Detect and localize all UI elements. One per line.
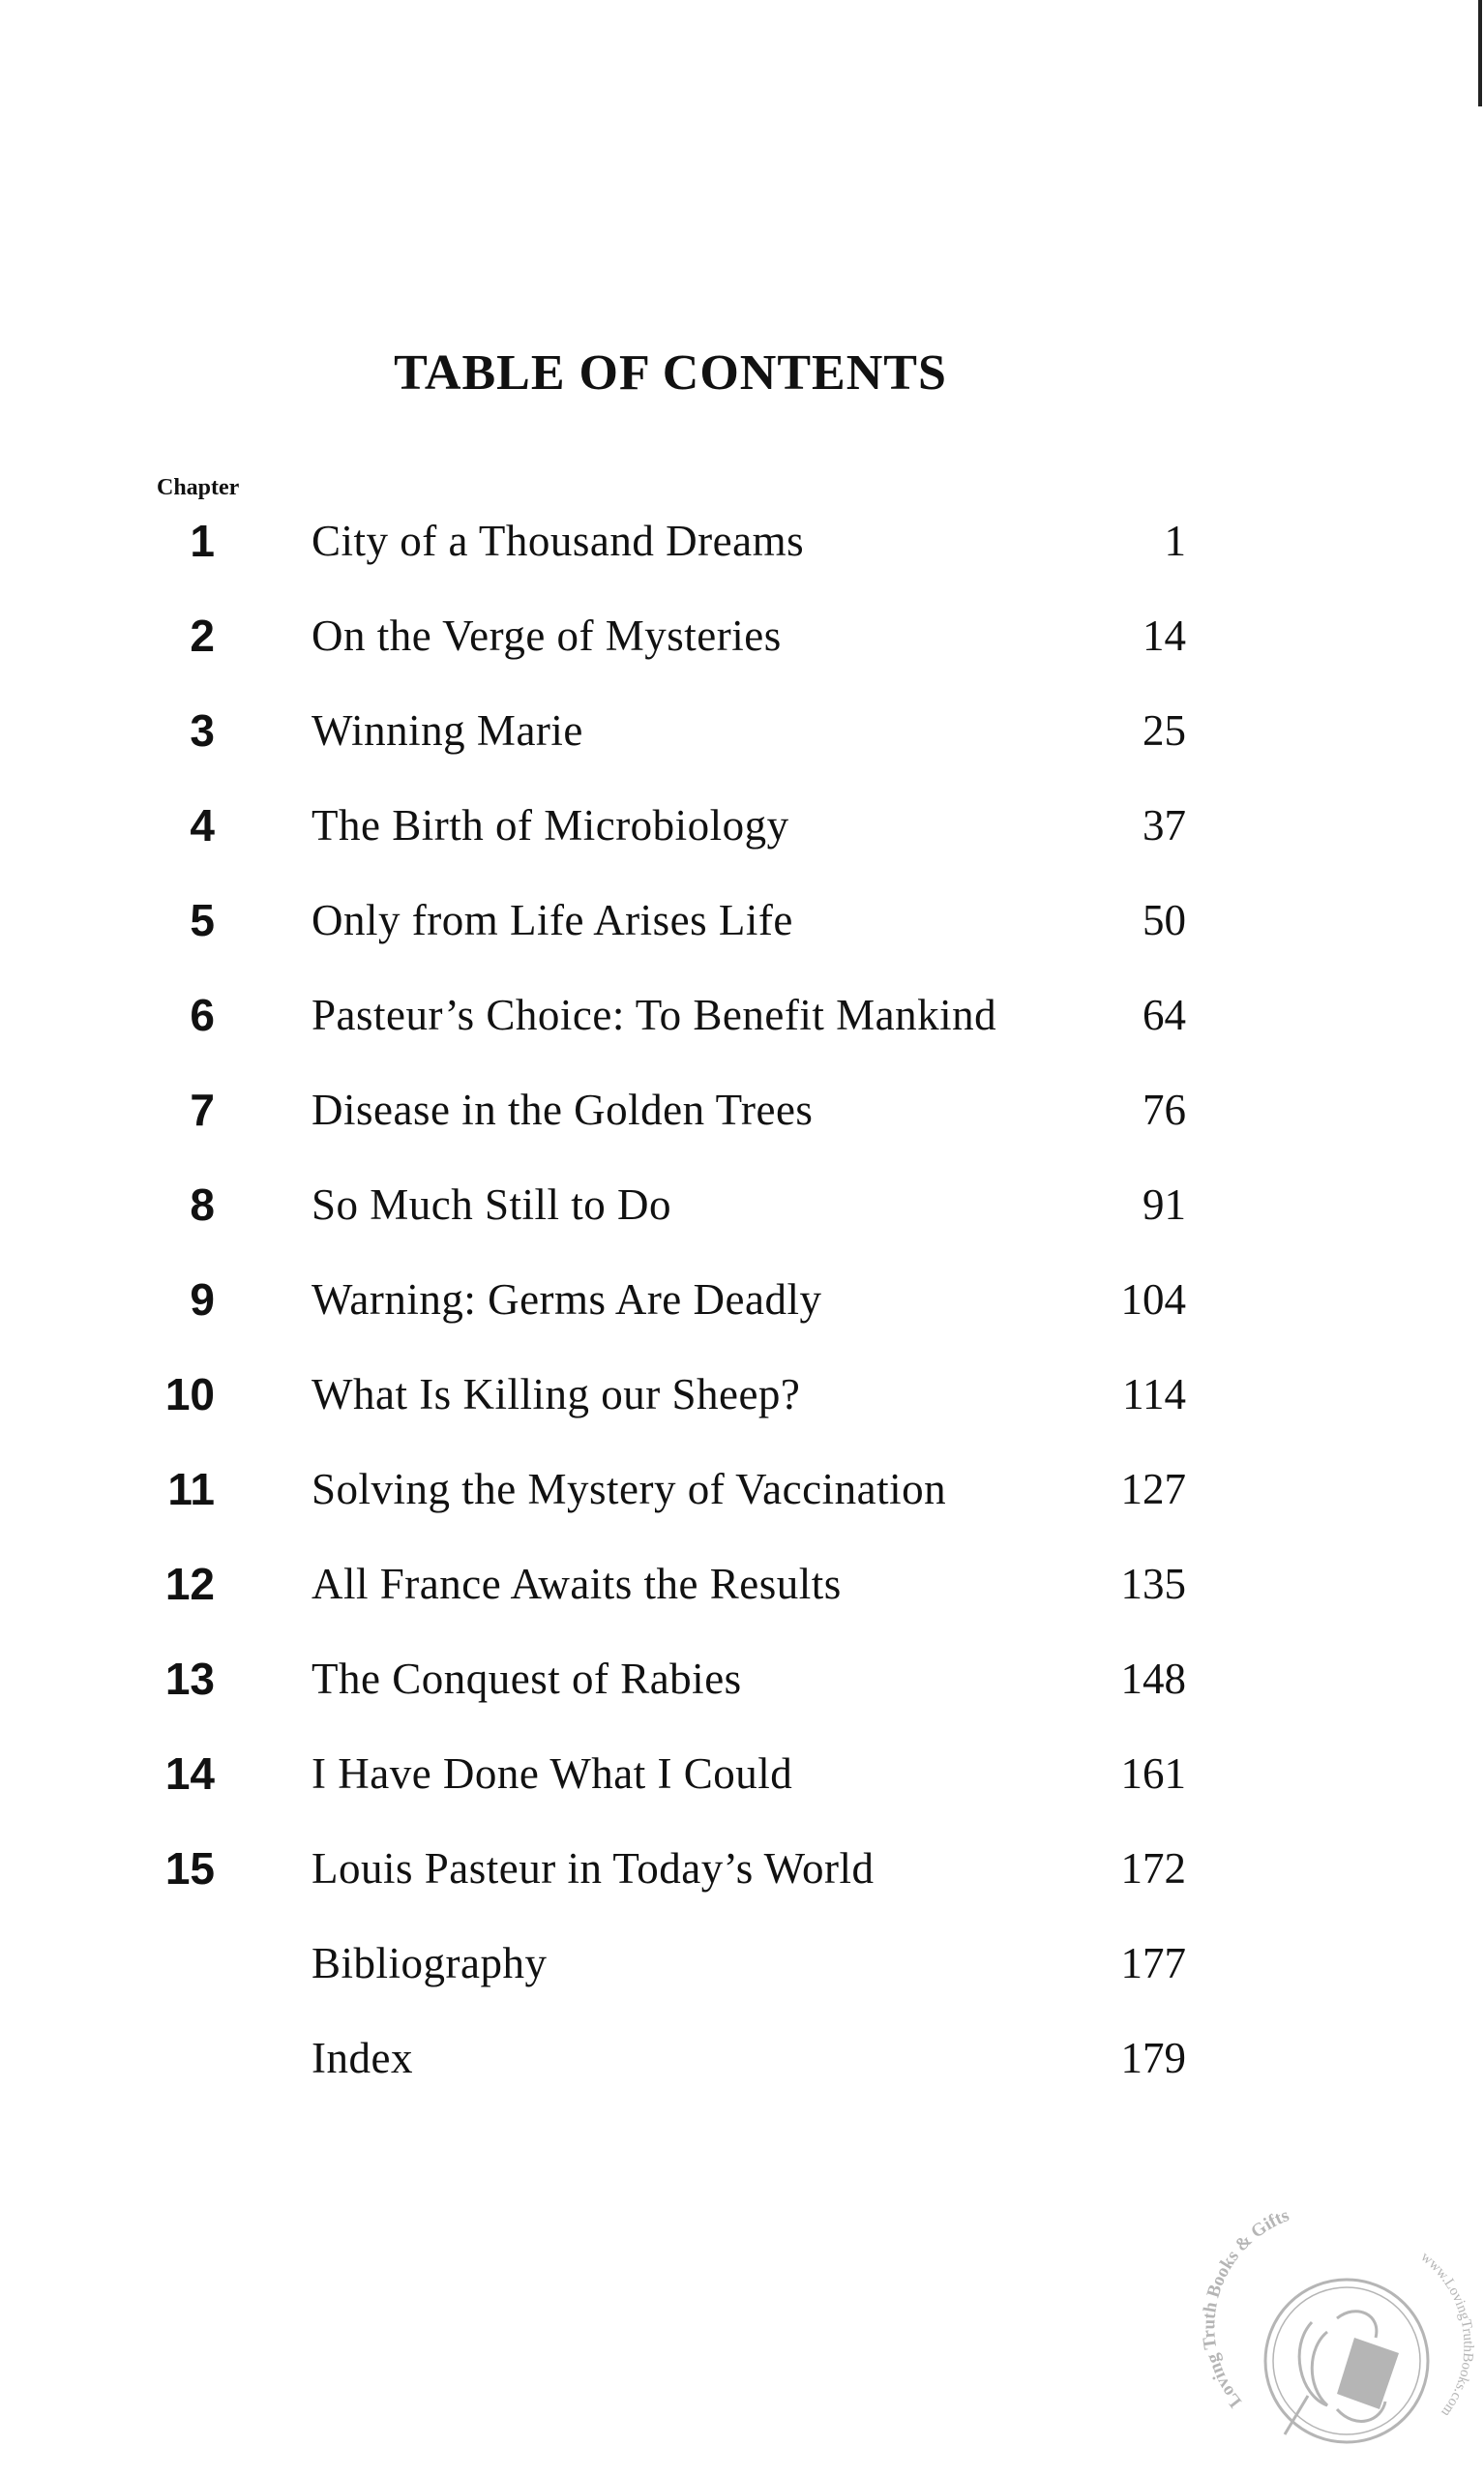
- chapter-title: Solving the Mystery of Vaccination: [312, 1465, 947, 1513]
- toc-row: [0, 2024, 1484, 2092]
- page-number: 50: [1143, 896, 1186, 944]
- page-number: 127: [1120, 1465, 1186, 1513]
- chapter-number: 1: [190, 516, 215, 566]
- chapter-title: I Have Done What I Could: [312, 1749, 793, 1798]
- page-number: 64: [1143, 991, 1186, 1039]
- chapter-number: 8: [190, 1179, 215, 1230]
- toc-row: [0, 1266, 1484, 1333]
- chapter-number: 13: [164, 1654, 215, 1704]
- toc-row: [0, 1645, 1484, 1713]
- chapter-title: On the Verge of Mysteries: [312, 612, 782, 660]
- page-number: 148: [1120, 1655, 1186, 1703]
- toc-row: [0, 1550, 1484, 1618]
- page-number: 172: [1120, 1844, 1186, 1893]
- chapter-column-label: Chapter: [157, 475, 240, 500]
- page-number: 114: [1122, 1370, 1186, 1418]
- page-number: 91: [1143, 1180, 1186, 1229]
- toc-row: [0, 1455, 1484, 1523]
- toc-row: [0, 1740, 1484, 1807]
- toc-row: [0, 981, 1484, 1049]
- toc-row: [0, 1360, 1484, 1428]
- chapter-title: Warning: Germs Are Deadly: [312, 1275, 822, 1324]
- chapter-number: 12: [164, 1559, 215, 1609]
- chapter-title: So Much Still to Do: [312, 1180, 672, 1229]
- chapter-title: Only from Life Arises Life: [312, 896, 793, 944]
- toc-row: [0, 602, 1484, 670]
- page-number: 25: [1143, 706, 1186, 755]
- chapter-number: 4: [190, 800, 215, 851]
- chapter-title: Disease in the Golden Trees: [312, 1086, 814, 1134]
- watermark-stamp-icon: [1192, 2202, 1482, 2477]
- page-number: 14: [1143, 612, 1186, 660]
- chapter-number: 9: [190, 1274, 215, 1325]
- toc-row: [0, 1929, 1484, 1997]
- scan-edge-mark: [1478, 0, 1482, 106]
- chapter-title: Index: [312, 2034, 413, 2082]
- chapter-number: 7: [190, 1085, 215, 1135]
- chapter-title: Winning Marie: [312, 706, 583, 755]
- chapter-number: 3: [190, 705, 215, 756]
- page-number: 161: [1120, 1749, 1186, 1798]
- chapter-title: Pasteur’s Choice: To Benefit Mankind: [312, 991, 997, 1039]
- chapter-number: 6: [190, 990, 215, 1040]
- page-title: TABLE OF CONTENTS: [394, 345, 947, 401]
- chapter-number: 5: [190, 895, 215, 945]
- chapter-title: Bibliography: [312, 1939, 548, 1987]
- chapter-title: Louis Pasteur in Today’s World: [312, 1844, 875, 1893]
- chapter-title: What Is Killing our Sheep?: [312, 1370, 801, 1418]
- toc-row: [0, 791, 1484, 859]
- page-number: 1: [1164, 517, 1186, 565]
- page-number: 37: [1143, 801, 1186, 850]
- chapter-number: 15: [164, 1843, 215, 1894]
- toc-row: [0, 1076, 1484, 1144]
- chapter-title: City of a Thousand Dreams: [312, 517, 805, 565]
- chapter-number: 10: [164, 1369, 215, 1419]
- chapter-number: 11: [167, 1464, 215, 1514]
- page-number: 76: [1143, 1086, 1186, 1134]
- chapter-title: All France Awaits the Results: [312, 1560, 842, 1608]
- toc-row: [0, 1171, 1484, 1238]
- toc-row: [0, 1835, 1484, 1902]
- toc-row: [0, 886, 1484, 954]
- toc-row: [0, 507, 1484, 575]
- page-number: 135: [1120, 1560, 1186, 1608]
- toc-row: [0, 697, 1484, 764]
- watermark-text-side: www.LovingTruthBooks.com: [1417, 2249, 1476, 2420]
- page-number: 104: [1120, 1275, 1186, 1324]
- chapter-title: The Conquest of Rabies: [312, 1655, 742, 1703]
- chapter-number: 14: [164, 1748, 215, 1799]
- chapter-title: The Birth of Microbiology: [312, 801, 789, 850]
- watermark-text-top: Loving Truth Books & Gifts: [1199, 2205, 1292, 2412]
- page-number: 177: [1120, 1939, 1186, 1987]
- page-number: 179: [1120, 2034, 1186, 2082]
- chapter-number: 2: [190, 611, 215, 661]
